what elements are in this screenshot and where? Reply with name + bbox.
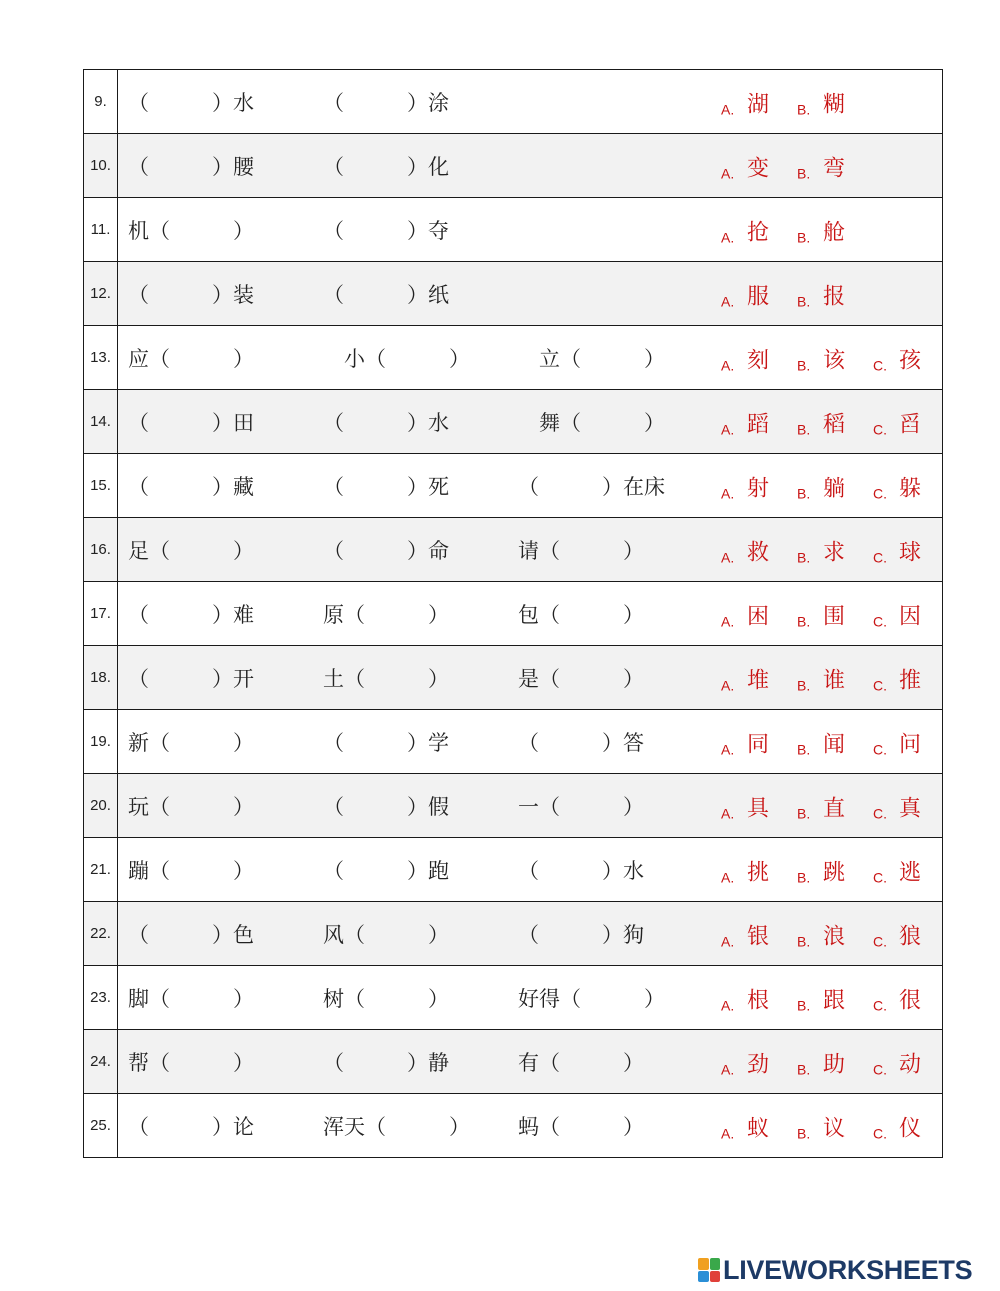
- answer-option: [873, 791, 921, 822]
- option-character: 射: [747, 476, 770, 502]
- option-letter: B.: [797, 933, 811, 950]
- option-character: 变: [747, 156, 770, 182]
- answer-option: [797, 983, 873, 1014]
- answer-option: [721, 983, 797, 1014]
- answer-options: [721, 407, 921, 438]
- question-content: [118, 1030, 943, 1094]
- answer-option: [721, 791, 797, 822]
- question-number: 24.: [84, 1030, 118, 1094]
- question-content: [118, 454, 943, 518]
- question-number: 19.: [84, 710, 118, 774]
- option-letter: C.: [873, 485, 887, 502]
- answer-option: [721, 599, 797, 630]
- option-character: 服: [747, 284, 770, 310]
- word-blank: 土（ ）: [323, 666, 449, 691]
- option-character: 很: [899, 988, 922, 1014]
- question-row: [84, 262, 943, 326]
- answer-option: [721, 407, 797, 438]
- option-character: 抢: [747, 220, 770, 246]
- question-number: 15.: [84, 454, 118, 518]
- question-content: [118, 710, 943, 774]
- option-character: 因: [899, 604, 922, 630]
- answer-option: [797, 1047, 873, 1078]
- answer-option: [721, 279, 797, 310]
- question-number: 21.: [84, 838, 118, 902]
- question-number: 10.: [84, 134, 118, 198]
- answer-option: [721, 151, 797, 182]
- liveworksheets-logo-icon: [698, 1258, 720, 1282]
- question-row: [84, 198, 943, 262]
- option-character: 躺: [823, 476, 846, 502]
- option-character: 浪: [823, 924, 846, 950]
- word-blank: （ ）命: [323, 538, 449, 563]
- option-character: 蹈: [747, 412, 770, 438]
- option-letter: C.: [873, 869, 887, 886]
- answer-option: [797, 919, 873, 950]
- word-blank: 树（ ）: [323, 986, 449, 1011]
- answer-options: [721, 1111, 921, 1142]
- question-content: [118, 390, 943, 454]
- answer-option: [873, 343, 921, 374]
- word-blank: （ ）跑: [323, 858, 449, 883]
- word-blank: 是（ ）: [518, 666, 644, 691]
- option-character: 问: [899, 732, 922, 758]
- option-letter: A.: [721, 1125, 735, 1142]
- answer-option: [873, 855, 921, 886]
- question-row: [84, 582, 943, 646]
- answer-options: [721, 151, 845, 182]
- option-letter: C.: [873, 677, 887, 694]
- question-number: 25.: [84, 1094, 118, 1158]
- option-letter: A.: [721, 101, 735, 118]
- word-blank: 包（ ）: [518, 602, 644, 627]
- option-letter: B.: [797, 485, 811, 502]
- liveworksheets-logo: [698, 1256, 972, 1284]
- option-character: 困: [747, 604, 770, 630]
- answer-options: [721, 343, 921, 374]
- question-content: [118, 902, 943, 966]
- word-blank: 浑天（ ）: [323, 1114, 470, 1139]
- question-row: [84, 710, 943, 774]
- answer-option: [797, 151, 845, 182]
- option-letter: B.: [797, 677, 811, 694]
- option-letter: B.: [797, 741, 811, 758]
- option-character: 根: [747, 988, 770, 1014]
- question-number: 13.: [84, 326, 118, 390]
- option-character: 狼: [899, 924, 922, 950]
- word-blank: （ ）在床: [518, 474, 665, 499]
- option-character: 挑: [747, 860, 770, 886]
- option-character: 求: [823, 540, 846, 566]
- answer-option: [797, 215, 845, 246]
- answer-option: [797, 791, 873, 822]
- answer-options: [721, 727, 921, 758]
- option-letter: C.: [873, 357, 887, 374]
- question-number: 18.: [84, 646, 118, 710]
- option-letter: A.: [721, 357, 735, 374]
- word-blank: 好得（ ）: [518, 986, 665, 1011]
- option-character: 湖: [747, 92, 770, 118]
- word-blank: （ ）水: [128, 90, 254, 115]
- option-character: 弯: [823, 156, 846, 182]
- option-letter: A.: [721, 549, 735, 566]
- option-character: 该: [823, 348, 846, 374]
- option-character: 舀: [899, 412, 922, 438]
- answer-option: [797, 599, 873, 630]
- answer-option: [797, 727, 873, 758]
- word-blank: （ ）水: [323, 410, 449, 435]
- option-character: 孩: [899, 348, 922, 374]
- option-letter: B.: [797, 1125, 811, 1142]
- option-letter: C.: [873, 933, 887, 950]
- question-number: 12.: [84, 262, 118, 326]
- question-content: [118, 582, 943, 646]
- answer-option: [873, 919, 921, 950]
- answer-options: [721, 663, 921, 694]
- question-content: [118, 326, 943, 390]
- question-row: [84, 454, 943, 518]
- answer-options: [721, 791, 921, 822]
- word-blank: （ ）藏: [128, 474, 254, 499]
- option-letter: B.: [797, 805, 811, 822]
- question-row: [84, 390, 943, 454]
- option-letter: B.: [797, 869, 811, 886]
- answer-option: [873, 727, 921, 758]
- question-number: 14.: [84, 390, 118, 454]
- word-blank: 一（ ）: [518, 794, 644, 819]
- option-character: 同: [747, 732, 770, 758]
- option-character: 堆: [747, 668, 770, 694]
- option-letter: B.: [797, 613, 811, 630]
- option-character: 糊: [823, 92, 846, 118]
- answer-option: [873, 535, 921, 566]
- answer-options: [721, 87, 845, 118]
- option-character: 跳: [823, 860, 846, 886]
- word-blank: 新（ ）: [128, 730, 254, 755]
- word-blank: 应（ ）: [128, 346, 254, 371]
- word-blank: （ ）化: [323, 154, 449, 179]
- answer-option: [721, 87, 797, 118]
- answer-options: [721, 535, 921, 566]
- question-content: [118, 1094, 943, 1158]
- option-character: 劲: [747, 1052, 770, 1078]
- option-character: 躲: [899, 476, 922, 502]
- question-number: 16.: [84, 518, 118, 582]
- answer-option: [721, 855, 797, 886]
- answer-option: [797, 663, 873, 694]
- question-content: [118, 70, 943, 134]
- question-row: [84, 646, 943, 710]
- question-content: [118, 838, 943, 902]
- word-blank: （ ）静: [323, 1050, 449, 1075]
- option-letter: B.: [797, 997, 811, 1014]
- option-character: 助: [823, 1052, 846, 1078]
- word-blank: 玩（ ）: [128, 794, 254, 819]
- option-letter: B.: [797, 101, 811, 118]
- word-blank: 请（ ）: [518, 538, 644, 563]
- question-number: 11.: [84, 198, 118, 262]
- word-blank: （ ）死: [323, 474, 449, 499]
- word-blank: 蹦（ ）: [128, 858, 254, 883]
- option-letter: C.: [873, 613, 887, 630]
- answer-option: [721, 471, 797, 502]
- option-character: 动: [899, 1052, 922, 1078]
- question-row: [84, 326, 943, 390]
- option-letter: A.: [721, 485, 735, 502]
- option-letter: A.: [721, 293, 735, 310]
- option-letter: B.: [797, 229, 811, 246]
- option-letter: C.: [873, 1125, 887, 1142]
- option-letter: B.: [797, 1061, 811, 1078]
- question-content: [118, 518, 943, 582]
- option-letter: A.: [721, 613, 735, 630]
- option-letter: C.: [873, 741, 887, 758]
- word-blank: （ ）田: [128, 410, 254, 435]
- question-content: [118, 198, 943, 262]
- word-blank: 风（ ）: [323, 922, 449, 947]
- answer-options: [721, 855, 921, 886]
- answer-option: [797, 343, 873, 374]
- answer-option: [721, 215, 797, 246]
- answer-option: [797, 471, 873, 502]
- word-blank: 机（ ）: [128, 218, 254, 243]
- option-letter: C.: [873, 549, 887, 566]
- question-row: [84, 838, 943, 902]
- word-blank: （ ）难: [128, 602, 254, 627]
- question-row: [84, 1030, 943, 1094]
- word-blank: （ ）水: [518, 858, 644, 883]
- option-character: 蚁: [747, 1116, 770, 1142]
- answer-options: [721, 919, 921, 950]
- question-row: [84, 902, 943, 966]
- option-letter: B.: [797, 421, 811, 438]
- question-content: [118, 262, 943, 326]
- answer-option: [797, 1111, 873, 1142]
- question-content: [118, 646, 943, 710]
- option-letter: C.: [873, 997, 887, 1014]
- word-blank: （ ）答: [518, 730, 644, 755]
- option-character: 刻: [747, 348, 770, 374]
- answer-option: [873, 663, 921, 694]
- word-blank: 舞（ ）: [518, 410, 665, 435]
- option-character: 舱: [823, 220, 846, 246]
- answer-options: [721, 983, 921, 1014]
- matching-worksheet-table: [83, 69, 943, 1158]
- answer-option: [797, 535, 873, 566]
- question-number: 20.: [84, 774, 118, 838]
- option-letter: A.: [721, 805, 735, 822]
- answer-option: [873, 983, 921, 1014]
- word-blank: （ ）学: [323, 730, 449, 755]
- logo-square-red: [710, 1271, 721, 1283]
- option-character: 救: [747, 540, 770, 566]
- option-letter: A.: [721, 933, 735, 950]
- answer-option: [721, 663, 797, 694]
- word-blank: 有（ ）: [518, 1050, 644, 1075]
- question-row: [84, 518, 943, 582]
- option-letter: C.: [873, 805, 887, 822]
- option-character: 逃: [899, 860, 922, 886]
- answer-option: [721, 535, 797, 566]
- word-blank: 小（ ）: [323, 346, 470, 371]
- option-character: 直: [823, 796, 846, 822]
- question-row: [84, 70, 943, 134]
- word-blank: （ ）装: [128, 282, 254, 307]
- option-letter: C.: [873, 421, 887, 438]
- question-row: [84, 1094, 943, 1158]
- answer-option: [721, 1047, 797, 1078]
- answer-option: [873, 1047, 921, 1078]
- option-letter: A.: [721, 421, 735, 438]
- answer-options: [721, 471, 921, 502]
- option-character: 谁: [823, 668, 846, 694]
- word-blank: 足（ ）: [128, 538, 254, 563]
- question-row: [84, 774, 943, 838]
- answer-options: [721, 599, 921, 630]
- logo-square-green: [710, 1258, 721, 1270]
- word-blank: 脚（ ）: [128, 986, 254, 1011]
- word-blank: （ ）假: [323, 794, 449, 819]
- answer-option: [797, 87, 845, 118]
- option-letter: A.: [721, 997, 735, 1014]
- question-content: [118, 774, 943, 838]
- option-character: 仪: [899, 1116, 922, 1142]
- question-number: 17.: [84, 582, 118, 646]
- answer-options: [721, 1047, 921, 1078]
- option-letter: B.: [797, 293, 811, 310]
- option-character: 具: [747, 796, 770, 822]
- option-character: 稻: [823, 412, 846, 438]
- option-letter: A.: [721, 229, 735, 246]
- question-content: [118, 966, 943, 1030]
- option-character: 球: [899, 540, 922, 566]
- option-character: 围: [823, 604, 846, 630]
- word-blank: 帮（ ）: [128, 1050, 254, 1075]
- answer-option: [721, 919, 797, 950]
- question-number: 22.: [84, 902, 118, 966]
- option-letter: A.: [721, 677, 735, 694]
- option-character: 银: [747, 924, 770, 950]
- option-letter: B.: [797, 165, 811, 182]
- option-character: 报: [823, 284, 846, 310]
- word-blank: （ ）色: [128, 922, 254, 947]
- option-letter: A.: [721, 869, 735, 886]
- word-blank: 立（ ）: [518, 346, 665, 371]
- question-number: 23.: [84, 966, 118, 1030]
- answer-option: [873, 407, 921, 438]
- answer-option: [873, 471, 921, 502]
- question-row: [84, 134, 943, 198]
- option-letter: A.: [721, 741, 735, 758]
- option-letter: A.: [721, 1061, 735, 1078]
- word-blank: 原（ ）: [323, 602, 449, 627]
- option-character: 跟: [823, 988, 846, 1014]
- logo-square-blue: [698, 1271, 709, 1283]
- option-character: 推: [899, 668, 922, 694]
- answer-option: [797, 855, 873, 886]
- option-letter: C.: [873, 1061, 887, 1078]
- word-blank: 蚂（ ）: [518, 1114, 644, 1139]
- option-letter: B.: [797, 357, 811, 374]
- option-letter: A.: [721, 165, 735, 182]
- answer-option: [721, 1111, 797, 1142]
- word-blank: （ ）纸: [323, 282, 449, 307]
- answer-option: [873, 1111, 921, 1142]
- option-character: 议: [823, 1116, 846, 1142]
- option-letter: B.: [797, 549, 811, 566]
- answer-option: [797, 279, 845, 310]
- word-blank: （ ）论: [128, 1114, 254, 1139]
- answer-options: [721, 215, 845, 246]
- question-row: [84, 966, 943, 1030]
- answer-option: [721, 343, 797, 374]
- option-character: 真: [899, 796, 922, 822]
- answer-option: [721, 727, 797, 758]
- answer-option: [797, 407, 873, 438]
- logo-text: LIVEWORKSHEETS: [723, 1254, 973, 1285]
- word-blank: （ ）涂: [323, 90, 449, 115]
- word-blank: （ ）夺: [323, 218, 449, 243]
- word-blank: （ ）开: [128, 666, 254, 691]
- word-blank: （ ）狗: [518, 922, 644, 947]
- option-character: 闻: [823, 732, 846, 758]
- answer-option: [873, 599, 921, 630]
- question-content: [118, 134, 943, 198]
- word-blank: （ ）腰: [128, 154, 254, 179]
- answer-options: [721, 279, 845, 310]
- question-number: 9.: [84, 70, 118, 134]
- logo-square-orange: [698, 1258, 709, 1270]
